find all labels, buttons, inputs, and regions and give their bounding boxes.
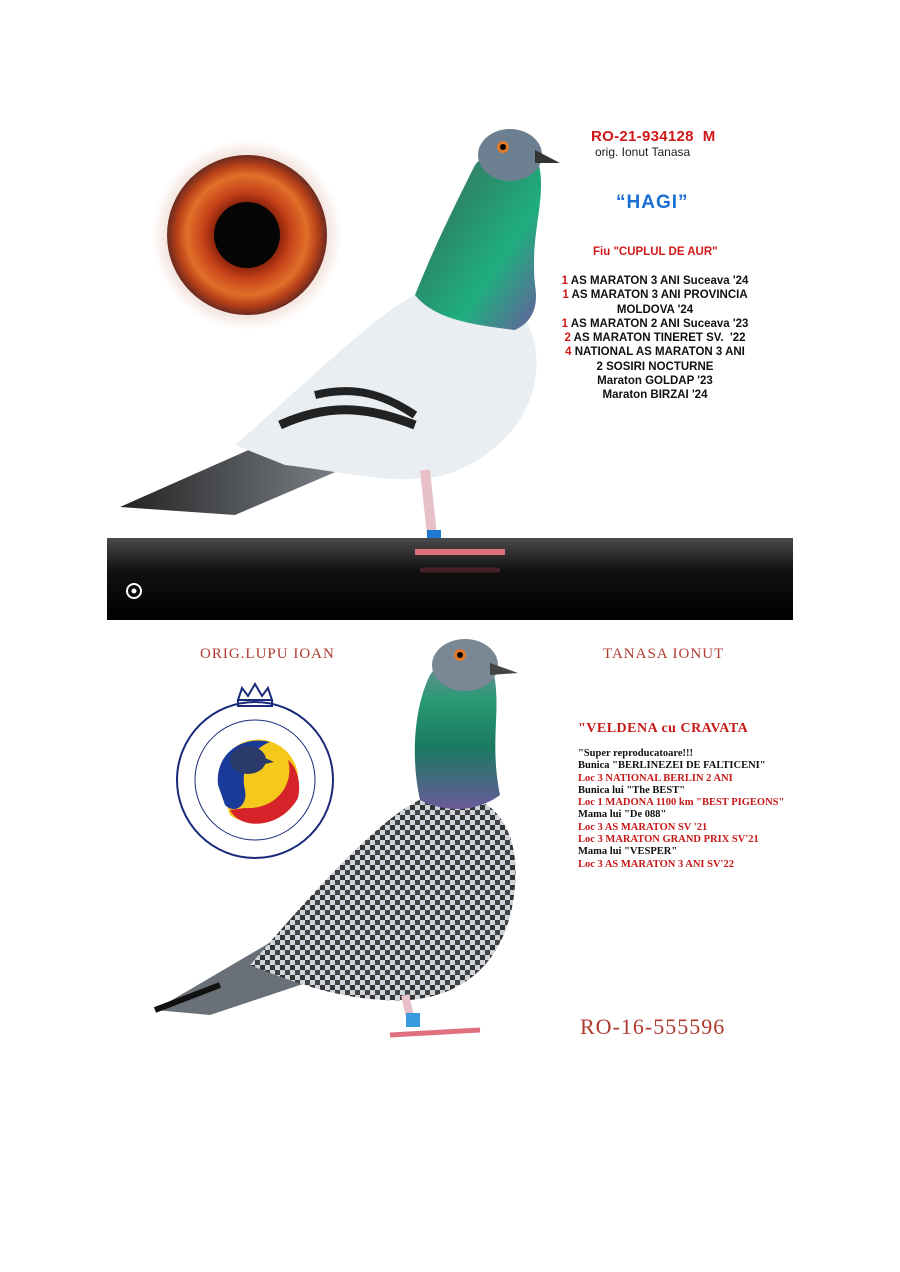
pigeon-feet-reflection xyxy=(405,540,525,590)
subtitle-hagi: Fiu "CUPLUL DE AUR" xyxy=(593,246,718,258)
pigeon-name-veldena: "VELDENA cu CRAVATA xyxy=(578,721,749,736)
left-header: ORIG.LUPU IOAN xyxy=(200,646,335,662)
achievement-line: Mama lui "VESPER" xyxy=(578,846,678,858)
achievement-line: 4 NATIONAL AS MARATON 3 ANI xyxy=(565,346,745,359)
pigeon-name-hagi: “HAGI” xyxy=(616,192,689,213)
achievement-line: Loc 3 AS MARATON SV '21 xyxy=(578,821,708,833)
achievement-line: "Super reproducatoare!!! xyxy=(578,748,694,759)
achievement-line: Maraton BIRZAI '24 xyxy=(602,389,708,402)
right-header: TANASA IONUT xyxy=(603,646,725,662)
achievement-line: MOLDOVA '24 xyxy=(616,303,694,316)
achievement-line: Bunica lui "The BEST" xyxy=(578,784,686,796)
achievement-line: Maraton GOLDAP '23 xyxy=(597,375,713,388)
achievement-line: 1 AS MARATON 2 ANI Suceava '23 xyxy=(561,317,749,330)
achievement-line: Loc 1 MADONA 1100 km "BEST PIGEONS" xyxy=(578,797,785,809)
ring-number-veldena: RO-16-555596 xyxy=(580,1014,726,1039)
achievement-line: 1 AS MARATON 3 ANI Suceava '24 xyxy=(561,275,749,287)
achievement-line: 2 AS MARATON TINERET SV. '22 xyxy=(564,332,746,345)
achievement-line: Loc 3 AS MARATON 3 ANI SV'22 xyxy=(578,858,734,870)
pigeon-veldena-photo xyxy=(150,635,540,1055)
ring-number-hagi: RO-21-934128 M xyxy=(591,128,716,145)
photographer-logo xyxy=(125,582,195,604)
achievement-line: 1 AS MARATON 3 ANI PROVINCIA xyxy=(562,289,748,302)
achievement-line: Bunica "BERLINEZEI DE FALTICENI" xyxy=(578,760,766,772)
achievement-line: Loc 3 MARATON GRAND PRIX SV'21 xyxy=(578,834,759,846)
achievement-line: 2 SOSIRI NOCTURNE xyxy=(596,360,714,373)
pigeon-hagi-photo xyxy=(115,125,565,595)
achievements-hagi xyxy=(540,274,770,403)
camera-lens-icon xyxy=(125,582,143,600)
achievement-line: Mama lui "De 088" xyxy=(578,809,667,821)
achievement-line: Loc 3 NATIONAL BERLIN 2 ANI xyxy=(578,772,733,784)
origin-hagi: orig. Ionut Tanasa xyxy=(595,145,691,159)
achievements-veldena xyxy=(578,748,838,871)
